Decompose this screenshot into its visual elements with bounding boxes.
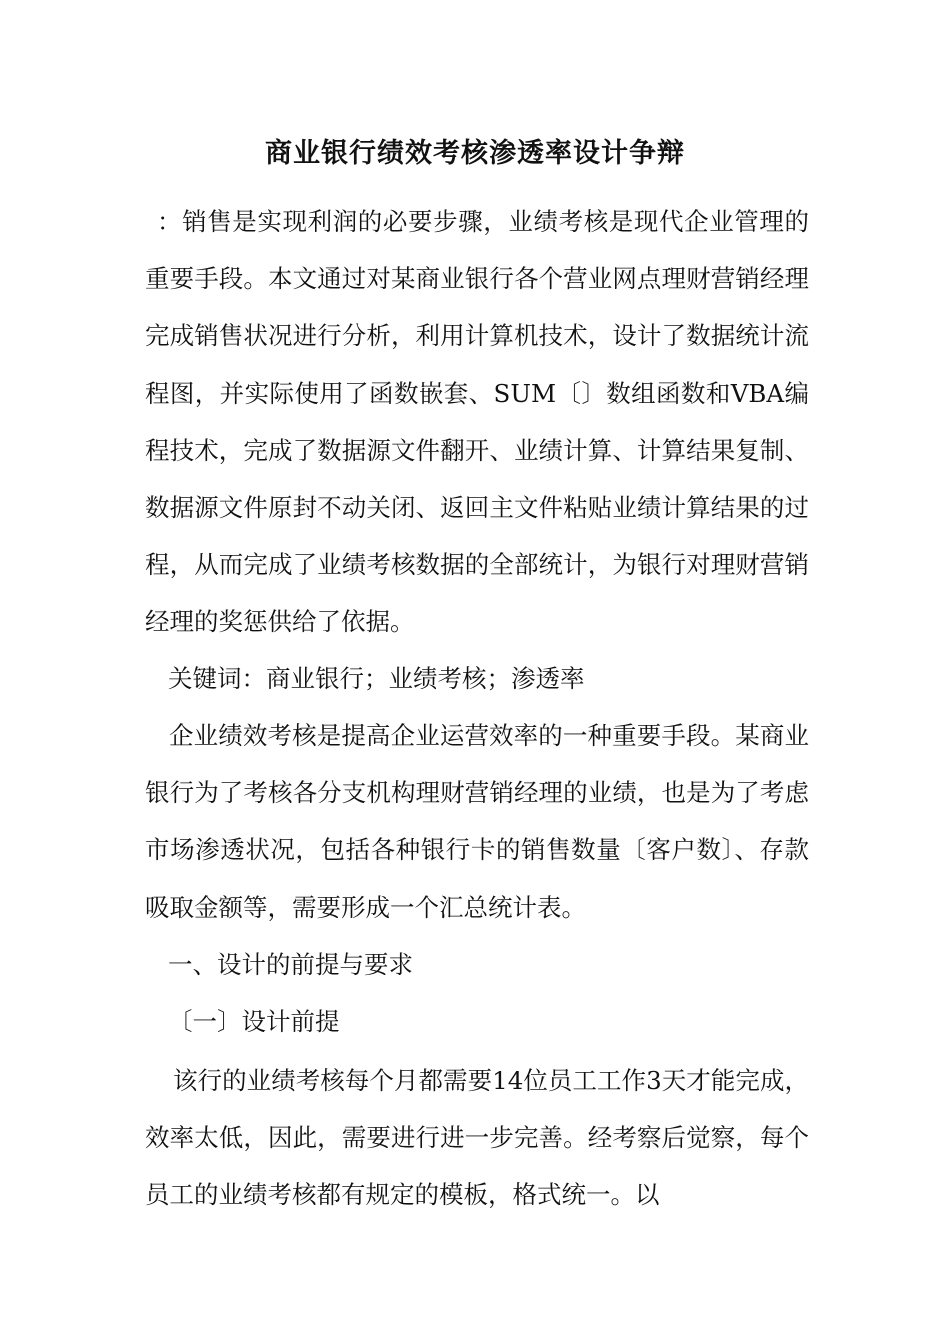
section-heading: 一、设计的前提与要求 bbox=[168, 950, 413, 979]
intro-paragraph: 企业绩效考核是提高企业运营效率的一种重要手段。某商业银行为了考核各分支机构理财营销经理的业绩，也是为了考虑市场渗透状况，包括各种银行卡的销售数量〔客户数〕、存款吸取金额等，需要形成一个汇总统计表。 bbox=[145, 721, 809, 922]
body-paragraph: 该行的业绩考核每个月都需要14位员工工作3天才能完成，效率太低，因此，需要进行进一步完善。经考察后觉察，每个员工的业绩考核都有规定的模板，格式统一。以 bbox=[145, 1066, 809, 1210]
keywords-line: 关键词：商业银行；业绩考核；渗透率 bbox=[168, 664, 585, 693]
document-title: 商业银行绩效考核渗透率设计争辩 bbox=[265, 138, 685, 169]
abstract-paragraph: ：销售是实现利润的必要步骤，业绩考核是现代企业管理的重要手段。本文通过对某商业银行各个营业网点理财营销经理完成销售状况进行分析，利用计算机技术，设计了数据统计流程图，并实际使用了函数嵌套、SUM〔〕数组函数和VBA编程技术，完成了数据源文件翻开、业绩计算、计算结果复制、数据源文件原封不动关闭、返回主文件粘贴业绩计算结果的过程，从而完成了业绩考核数据的全部统计，为银行对理财营销经理的奖惩供给了依据。 bbox=[145, 207, 809, 637]
subsection-heading: 〔一〕设计前提 bbox=[168, 1007, 340, 1036]
